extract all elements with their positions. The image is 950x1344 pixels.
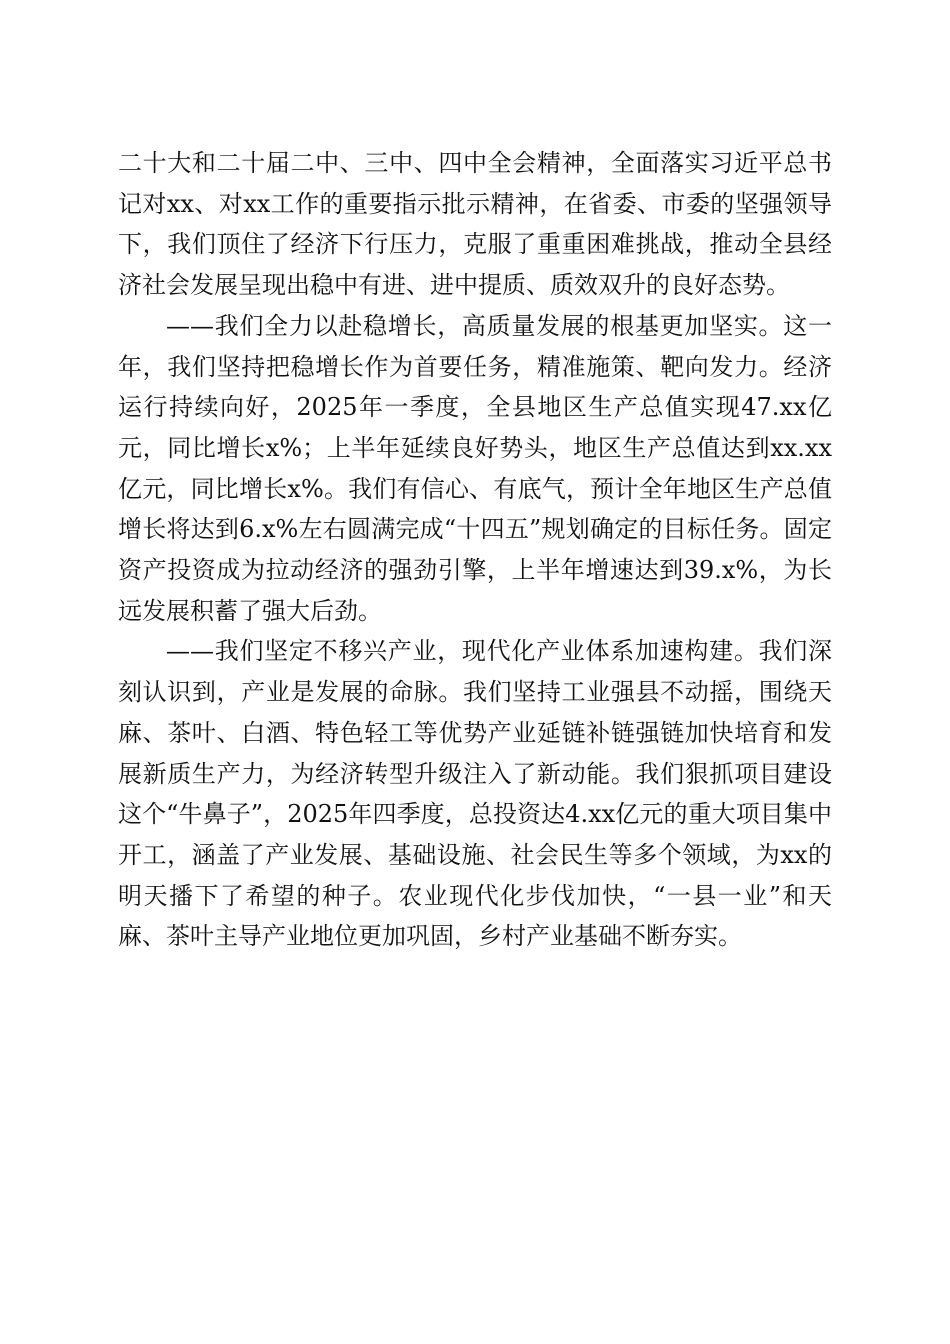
paragraph-steady-growth: ——我们全力以赴稳增长，高质量发展的根基更加坚实。这一年，我们坚持把稳增长作为首要任务，精准施策、靶向发力。经济运行持续向好，2025年一季度，全县地区生产总值实现47.xx亿元，同比增长x%；上半年延续良好势头，地区生产总值达到xx.xx亿元，同比增长x%。我们有信心、有底气，预计全年地区生产总值增长将达到6.x%左右圆满完成“十四五”规划确定的目标任务。固定资产投资成为拉动经济的强劲引擎，上半年增速达到39.x%，为长远发展积蓄了强大后劲。 [118,311,832,625]
document-body [118,143,832,957]
paragraph-industry: ——我们坚定不移兴产业，现代化产业体系加速构建。我们深刻认识到，产业是发展的命脉。我们坚持工业强县不动摇，围绕天麻、茶叶、白酒、特色轻工等优势产业延链补链强链加快培育和发展新质生产力，为经济转型升级注入了新动能。我们狠抓项目建设这个“牛鼻子”，2025年四季度，总投资达4.xx亿元的重大项目集中开工，涵盖了产业发展、基础设施、社会民生等多个领域，为xx的明天播下了希望的种子。农业现代化步伐加快，“一县一业”和天麻、茶叶主导产业地位更加巩固，乡村产业基础不断夯实。 [118,637,832,951]
paragraph-intro: 二十大和二十届二中、三中、四中全会精神，全面落实习近平总书记对xx、对xx工作的重要指示批示精神，在省委、市委的坚强领导下，我们顶住了经济下行压力，克服了重重困难挑战，推动全县经济社会发展呈现出稳中有进、进中提质、质效双升的良好态势。 [118,149,832,300]
